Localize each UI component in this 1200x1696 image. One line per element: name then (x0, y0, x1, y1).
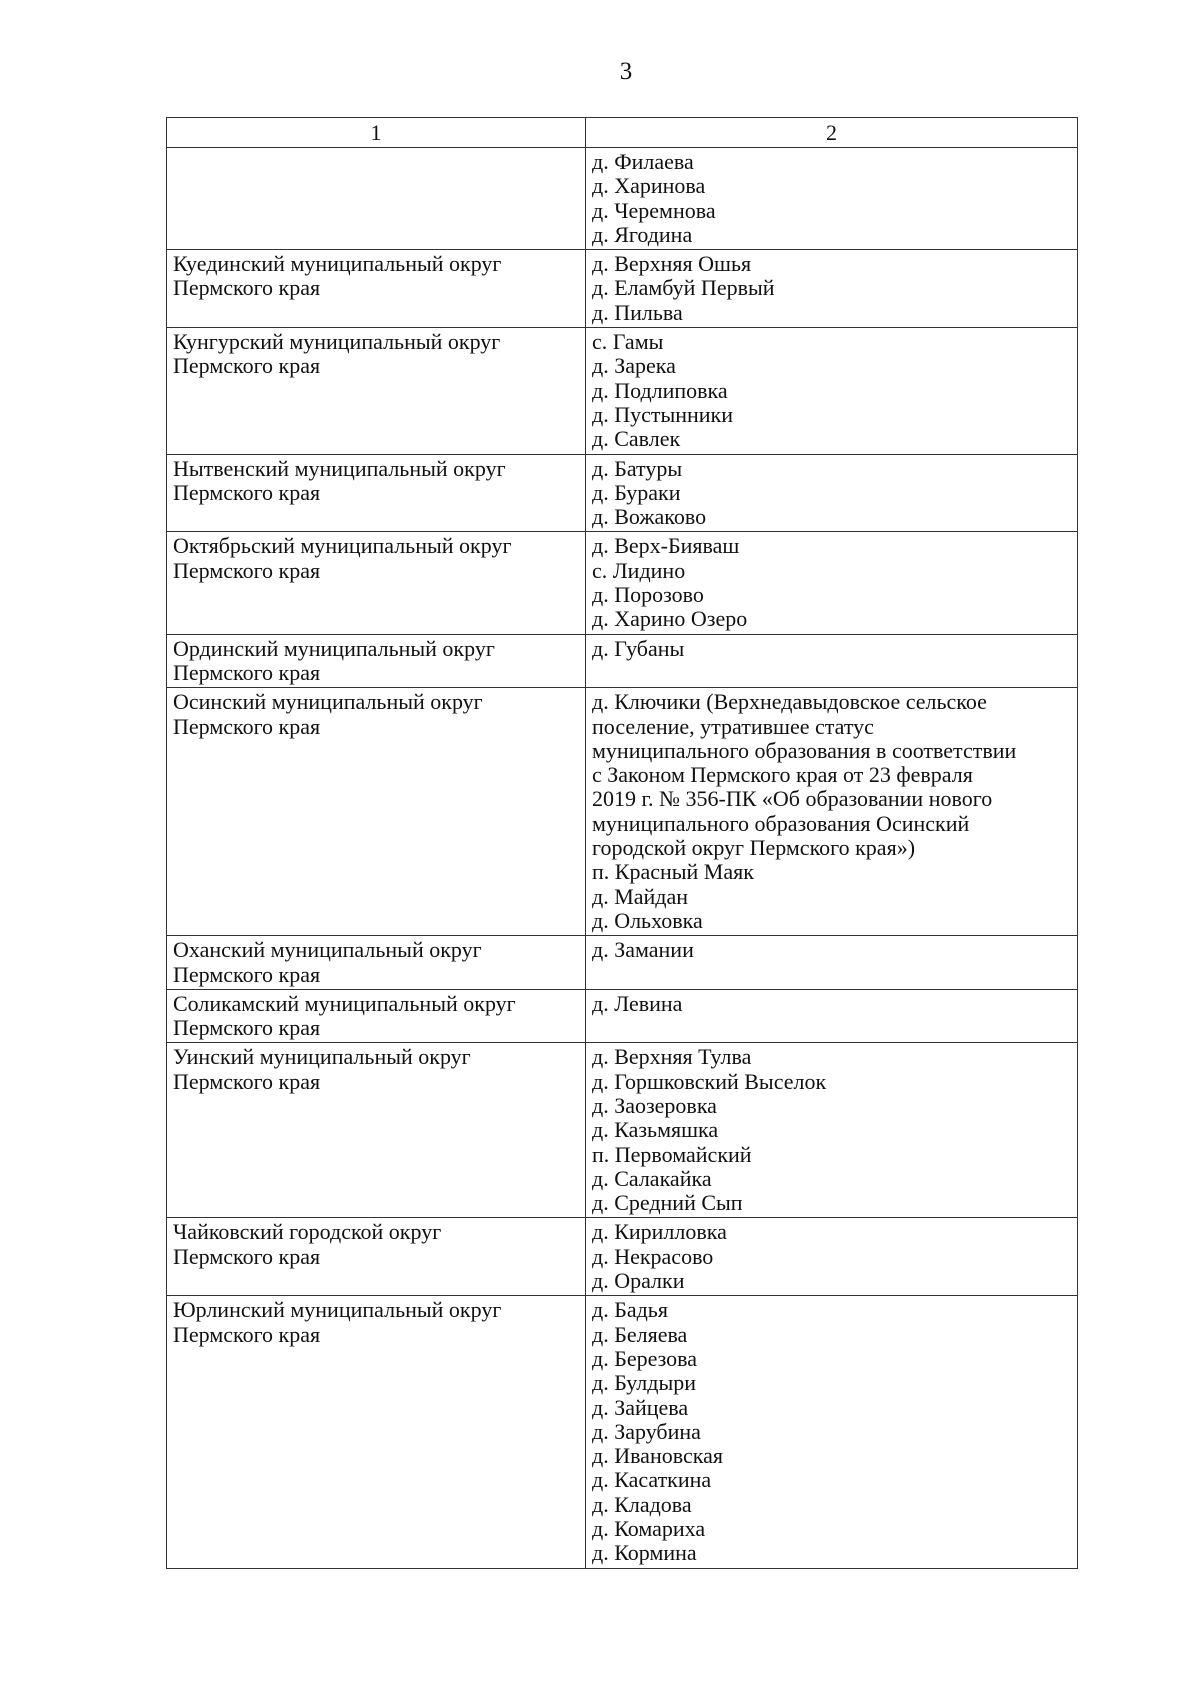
settlement-line: д. Средний Сып (592, 1190, 743, 1216)
settlement-line: д. Подлиповка (592, 377, 728, 403)
table-row (167, 1296, 1078, 1568)
settlement-line: д. Казьмяшка (592, 1117, 719, 1143)
settlement-line: д. Харино Озеро (592, 606, 748, 632)
table-row (167, 989, 1078, 1043)
district-cell (167, 454, 586, 532)
settlement-line: д. Беляева (592, 1321, 688, 1347)
settlement-line: с. Лидино (592, 557, 686, 583)
settlement-line: городской округ Пермского края») (592, 835, 916, 861)
district-name-line: Пермского края (173, 1068, 321, 1094)
settlement-line: п. Красный Маяк (592, 859, 754, 885)
settlement-line: д. Бадья (592, 1297, 668, 1323)
table-row (167, 148, 1078, 250)
district-cell (167, 688, 586, 936)
settlement-line: д. Ключики (Верхнедавыдовское сельское (592, 689, 987, 715)
settlement-line: д. Савлек (592, 426, 681, 452)
district-cell (167, 532, 586, 634)
settlement-line: д. Майдан (592, 883, 689, 909)
page-number: 3 (619, 58, 633, 85)
table-row (167, 1218, 1078, 1296)
settlement-line: д. Березова (592, 1345, 698, 1371)
settlement-line: д. Ивановская (592, 1443, 723, 1469)
district-name-line: Кунгурский муниципальный округ (173, 329, 501, 355)
settlement-line: д. Верхняя Тулва (592, 1044, 752, 1070)
district-name-line: Пермского края (173, 961, 321, 987)
district-name-line: Соликамский муниципальный округ (173, 990, 516, 1016)
settlement-line: с. Гамы (592, 329, 664, 355)
district-cell (167, 634, 586, 688)
settlement-line: п. Первомайский (592, 1141, 752, 1167)
settlement-line: д. Зайцева (592, 1394, 689, 1420)
settlement-line: д. Оралки (592, 1268, 685, 1294)
district-name-line: Пермского края (173, 557, 321, 583)
settlements-cell (586, 688, 1078, 936)
district-name-line: Октябрьский муниципальный округ (173, 533, 512, 559)
settlement-line: д. Кормина (592, 1540, 697, 1566)
settlements-table (166, 117, 1078, 1569)
settlement-line: д. Левина (592, 990, 683, 1016)
settlement-line: с Законом Пермского края от 23 февраля (592, 762, 973, 788)
table-row (167, 688, 1078, 936)
settlements-cell (586, 1043, 1078, 1218)
settlement-line: д. Зарека (592, 353, 676, 379)
table-body (167, 148, 1078, 1569)
table-row (167, 532, 1078, 634)
district-name-line: Осинский муниципальный округ (173, 689, 483, 715)
settlements-cell (586, 1296, 1078, 1568)
settlement-line: д. Ягодина (592, 221, 693, 247)
district-cell (167, 1218, 586, 1296)
district-name-line: Юрлинский муниципальный округ (173, 1297, 502, 1323)
district-name-line: Пермского края (173, 275, 321, 301)
district-cell (167, 936, 586, 990)
settlement-line: д. Харинова (592, 173, 706, 199)
column-header-2: 2 (586, 118, 1078, 148)
settlement-line: д. Кирилловка (592, 1219, 727, 1245)
settlement-line: д. Кладова (592, 1491, 692, 1517)
settlement-line: муниципального образования Осинский (592, 810, 970, 836)
table-row (167, 634, 1078, 688)
district-name-line: Пермского края (173, 713, 321, 739)
settlement-line: д. Порозово (592, 582, 704, 608)
district-name-line: Пермского края (173, 1015, 321, 1041)
settlements-cell (586, 250, 1078, 328)
district-name-line: Оханский муниципальный округ (173, 937, 482, 963)
settlement-line: д. Пустынники (592, 401, 734, 427)
settlement-line: д. Пильва (592, 299, 683, 325)
settlement-line: д. Вожаково (592, 504, 707, 530)
district-name-line: Пермского края (173, 659, 321, 685)
settlements-cell (586, 454, 1078, 532)
settlement-line: д. Верхняя Ошья (592, 251, 752, 277)
district-cell (167, 989, 586, 1043)
district-name-line: Ординский муниципальный округ (173, 635, 495, 661)
district-cell (167, 250, 586, 328)
settlement-line: 2019 г. № 356-ПК «Об образовании нового (592, 786, 993, 812)
settlement-line: д. Батуры (592, 455, 683, 481)
settlement-line: д. Некрасово (592, 1243, 714, 1269)
district-name-line: Нытвенский муниципальный округ (173, 455, 506, 481)
settlement-line: д. Ольховка (592, 907, 703, 933)
settlement-line: д. Еламбуй Первый (592, 275, 775, 301)
settlement-line: д. Горшковский Выселок (592, 1068, 827, 1094)
settlements-cell (586, 148, 1078, 250)
settlements-cell (586, 1218, 1078, 1296)
settlement-line: д. Бураки (592, 479, 681, 505)
settlements-cell (586, 634, 1078, 688)
district-name-line: Пермского края (173, 1243, 321, 1269)
table-row (167, 454, 1078, 532)
settlement-line: поселение, утратившее статус (592, 713, 874, 739)
settlements-cell (586, 989, 1078, 1043)
district-name-line: Куединский муниципальный округ (173, 251, 502, 277)
settlement-line: муниципального образования в соответствии (592, 737, 1017, 763)
table-row (167, 936, 1078, 990)
settlement-line: д. Замании (592, 937, 694, 963)
settlement-line: д. Булдыри (592, 1370, 697, 1396)
column-header-1: 1 (167, 118, 586, 148)
district-name-line: Пермского края (173, 1321, 321, 1347)
settlement-line: д. Салакайка (592, 1165, 712, 1191)
settlement-line: д. Комариха (592, 1516, 706, 1542)
settlement-line: д. Верх-Бияваш (592, 533, 740, 559)
table-row (167, 250, 1078, 328)
settlements-cell (586, 532, 1078, 634)
district-name-line: Чайковский городской округ (173, 1219, 442, 1245)
settlement-line: д. Зарубина (592, 1418, 701, 1444)
district-cell (167, 148, 586, 250)
district-cell (167, 1296, 586, 1568)
settlement-line: д. Черемнова (592, 197, 716, 223)
settlement-line: д. Филаева (592, 149, 694, 174)
district-name-line: Пермского края (173, 353, 321, 379)
settlement-line: д. Касаткина (592, 1467, 712, 1493)
district-name-line: Уинский муниципальный округ (173, 1044, 471, 1070)
settlements-cell (586, 328, 1078, 454)
district-cell (167, 328, 586, 454)
settlement-line: д. Губаны (592, 635, 685, 661)
settlements-cell (586, 936, 1078, 990)
table-row (167, 328, 1078, 454)
district-name-line: Пермского края (173, 479, 321, 505)
table-header-row (167, 118, 1078, 148)
settlement-line: д. Заозеровка (592, 1092, 717, 1118)
district-cell (167, 1043, 586, 1218)
table-row (167, 1043, 1078, 1218)
